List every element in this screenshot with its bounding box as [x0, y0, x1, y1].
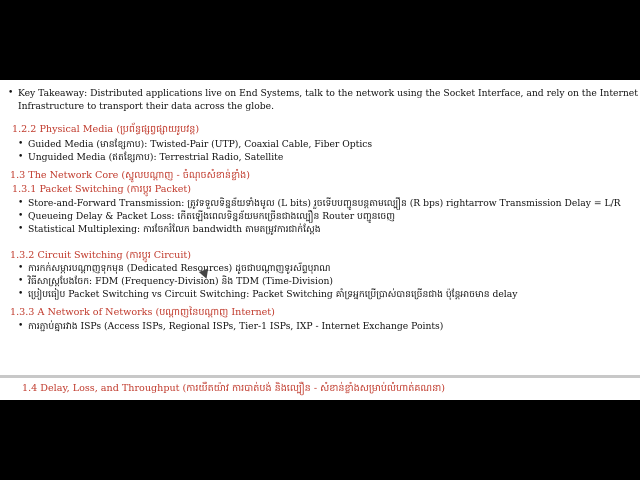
- list-item: • ប្រៀបធៀប Packet Switching vs Circuit Switching: Packet Switching គាំទ្រអ្នកប្រើប្រាស់បានច្រើនជាង ប៉ុន្តែអាចមាន delay: [28, 288, 517, 301]
- key-takeaway: • Key Takeaway: Distributed applications live on End Systems, talk to the network using the Socket Interface, and rely on the Internet Infrastructure to transport their data across the globe.: [18, 87, 638, 113]
- list-item: • Statistical Multiplexing: ការចែករំលែក bandwidth តាមតម្រូវការជាក់ស្តែង: [28, 223, 621, 236]
- takeaway-list: [18, 87, 638, 113]
- packet-switching-list: [28, 197, 621, 236]
- heading-network-of-networks: 1.3.3 A Network of Networks (បណ្តាញនៃបណ្តាញ Internet): [10, 307, 275, 318]
- list-item: • វិធីសាស្ត្របែងចែក: FDM (Frequency-Division) និង TDM (Time-Division): [28, 275, 517, 288]
- list-item: • Store-and-Forward Transmission: ត្រូវទទួលទិន្នន័យទាំងមូល (L bits) រួចទើបបញ្ជូនបន្តតាមល្បឿន (R bps) rightarrow Transmission Delay = L/R: [28, 197, 621, 210]
- heading-circuit-switching: 1.3.2 Circuit Switching (ការប្តូរ Circuit): [10, 250, 191, 261]
- heading-network-core: 1.3 The Network Core (ស្នូលបណ្តាញ - ចំណុចសំខាន់ខ្លាំង): [10, 170, 250, 181]
- document-page-next: [0, 378, 640, 400]
- list-item: • Guided Media (មានខ្សែកាប): Twisted-Pair (UTP), Coaxial Cable, Fiber Optics: [28, 138, 372, 151]
- heading-physical-media: 1.2.2 Physical Media (ប្រព័ន្ធផ្សព្វផ្សាយរូបវន្ត): [12, 124, 200, 135]
- list-item: • Unguided Media (ឥតខ្សែកាប): Terrestrial Radio, Satellite: [28, 151, 372, 164]
- list-item: • ការកក់សម្ភារបណ្តាញទុកមុន (Dedicated Resources) ដូចជាបណ្តាញទូរស័ព្ទបុរាណ: [28, 262, 517, 275]
- network-of-networks-list: [28, 320, 443, 333]
- circuit-switching-list: [28, 262, 517, 301]
- heading-delay-loss-throughput: 1.4 Delay, Loss, and Throughput (ការយឺតយ៉ាវ ការបាត់បង់ និងល្បឿន - សំខាន់ខ្លាំងសម្រាប់លំហាត់គណនា): [22, 383, 445, 394]
- list-item: • ការភ្ជាប់គ្នារវាង ISPs (Access ISPs, Regional ISPs, Tier-1 ISPs, IXP - Internet Exchange Points): [28, 320, 443, 333]
- list-item: • Queueing Delay & Packet Loss: កើតឡើងពេលទិន្នន័យមកច្រើនជាងល្បឿន Router បញ្ជូនចេញ: [28, 210, 621, 223]
- physical-media-list: [28, 138, 372, 164]
- document-page: [0, 80, 640, 376]
- heading-packet-switching: 1.3.1 Packet Switching (ការប្តូរ Packet): [12, 184, 191, 195]
